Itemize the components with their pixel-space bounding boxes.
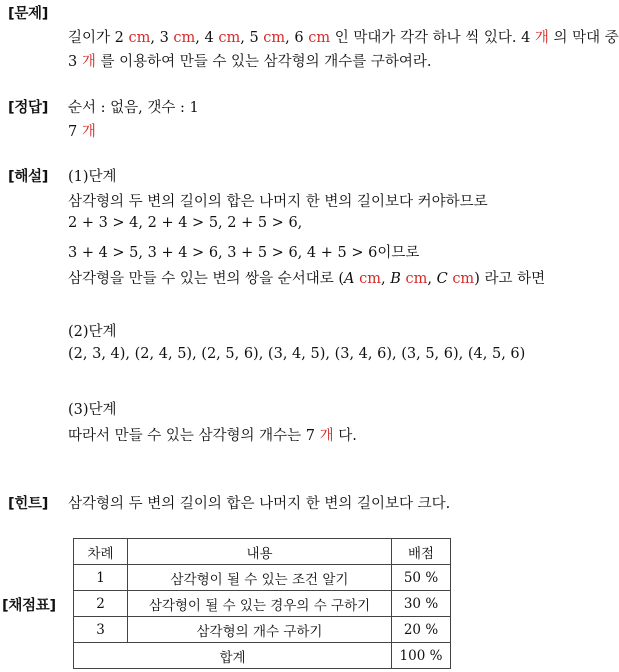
unit-cm: cm — [405, 271, 428, 287]
var-b: B — [390, 271, 401, 287]
row-content: 삼각형이 될 수 있는 조건 알기 — [128, 565, 392, 591]
step3-prefix: 따라서 만들 수 있는 삼각형의 개수는 — [68, 428, 306, 444]
step2-title: (2)단계 — [68, 324, 117, 340]
scoring-table — [73, 538, 451, 669]
step3-title: (3)단계 — [68, 402, 117, 418]
sep: , — [240, 30, 250, 46]
answer-line-1: 순서 : 없음, 갯수 : 1 — [68, 100, 199, 116]
row-points: 20 % — [392, 617, 451, 643]
length-6: 6 — [294, 30, 304, 46]
length-2: 2 — [114, 30, 124, 46]
row-content: 삼각형의 개수 구하기 — [128, 617, 392, 643]
scoring-label: [채점표] — [2, 598, 56, 614]
step2-line-1: (2, 3, 4), (2, 4, 5), (2, 5, 6), (3, 4, 5), (3, 4, 6), (3, 5, 6), (4, 5, 6) — [68, 346, 526, 362]
answer-number: 7 — [68, 124, 78, 140]
unit-cm: cm — [128, 30, 151, 46]
header-points: 배점 — [392, 539, 451, 565]
problem-tail: 의 막대 중 — [548, 30, 619, 46]
solution-label: [해설] — [8, 169, 49, 185]
step1-line-3 — [68, 241, 419, 262]
inequalities: 3 + 4 > 5, 3 + 4 > 6, 3 + 5 > 6, 4 + 5 > 6 — [68, 245, 378, 261]
step1-line-2: 2 + 3 > 4, 2 + 4 > 5, 2 + 5 > 6, — [68, 215, 303, 231]
use-count: 3 — [68, 54, 78, 70]
step1-line-1: 삼각형의 두 변의 길이의 합은 나머지 한 변의 길이보다 커야하므로 — [68, 194, 488, 210]
step3-unit: 개 — [319, 428, 334, 444]
step3-number: 7 — [305, 428, 315, 444]
step3-suffix: 다. — [333, 428, 357, 444]
row-content: 삼각형이 될 수 있는 경우의 수 구하기 — [128, 591, 392, 617]
hint-text: 삼각형의 두 변의 길이의 합은 나머지 한 변의 길이보다 크다. — [68, 496, 451, 512]
unit-cm: cm — [452, 271, 475, 287]
step3-line-1 — [68, 424, 357, 445]
rod-count: 4 — [521, 30, 531, 46]
unit-cm: cm — [263, 30, 286, 46]
unit-cm: cm — [308, 30, 331, 46]
total-label: 합계 — [74, 643, 392, 669]
unit-cm: cm — [359, 271, 382, 287]
pair-prefix: 삼각형을 만들 수 있는 변의 쌍을 순서대로 ( — [68, 271, 345, 287]
table-total-row — [74, 643, 451, 669]
problem-middle: 인 막대가 각각 하나 씩 있다. — [330, 30, 522, 46]
problem-line-1 — [68, 26, 619, 47]
row-order: 1 — [74, 565, 128, 591]
total-points: 100 % — [392, 643, 451, 669]
unit-cm: cm — [173, 30, 196, 46]
table-row — [74, 617, 451, 643]
problem-line-2 — [68, 50, 432, 71]
sep: , — [427, 271, 437, 287]
row-points: 30 % — [392, 591, 451, 617]
row-order: 3 — [74, 617, 128, 643]
step1-title: (1)단계 — [68, 169, 117, 185]
table-row — [74, 591, 451, 617]
var-c: C — [436, 271, 448, 287]
sep: , — [195, 30, 205, 46]
unit-cm: cm — [218, 30, 241, 46]
length-5: 5 — [249, 30, 259, 46]
sep: , — [150, 30, 160, 46]
header-order: 차례 — [74, 539, 128, 565]
sep: , — [381, 271, 391, 287]
problem-line-2-text: 를 이용하여 만들 수 있는 삼각형의 개수를 구하여라. — [95, 54, 432, 70]
pair-suffix: ) 라고 하면 — [474, 271, 546, 287]
hint-label: [힌트] — [8, 496, 49, 512]
row-order: 2 — [74, 591, 128, 617]
table-header-row — [74, 539, 451, 565]
inequalities-suffix: 이므로 — [377, 245, 420, 261]
answer-label: [정답] — [8, 100, 49, 116]
step1-line-4 — [68, 267, 545, 288]
length-4: 4 — [204, 30, 214, 46]
length-3: 3 — [159, 30, 169, 46]
sep: , — [285, 30, 295, 46]
problem-label: [문제] — [8, 6, 49, 22]
header-content: 내용 — [128, 539, 392, 565]
answer-unit: 개 — [81, 124, 96, 140]
problem-prefix: 길이가 — [68, 30, 115, 46]
count-unit: 개 — [81, 54, 96, 70]
var-a: A — [344, 271, 355, 287]
answer-line-2 — [68, 120, 96, 141]
table-row — [74, 565, 451, 591]
count-unit: 개 — [534, 30, 549, 46]
row-points: 50 % — [392, 565, 451, 591]
